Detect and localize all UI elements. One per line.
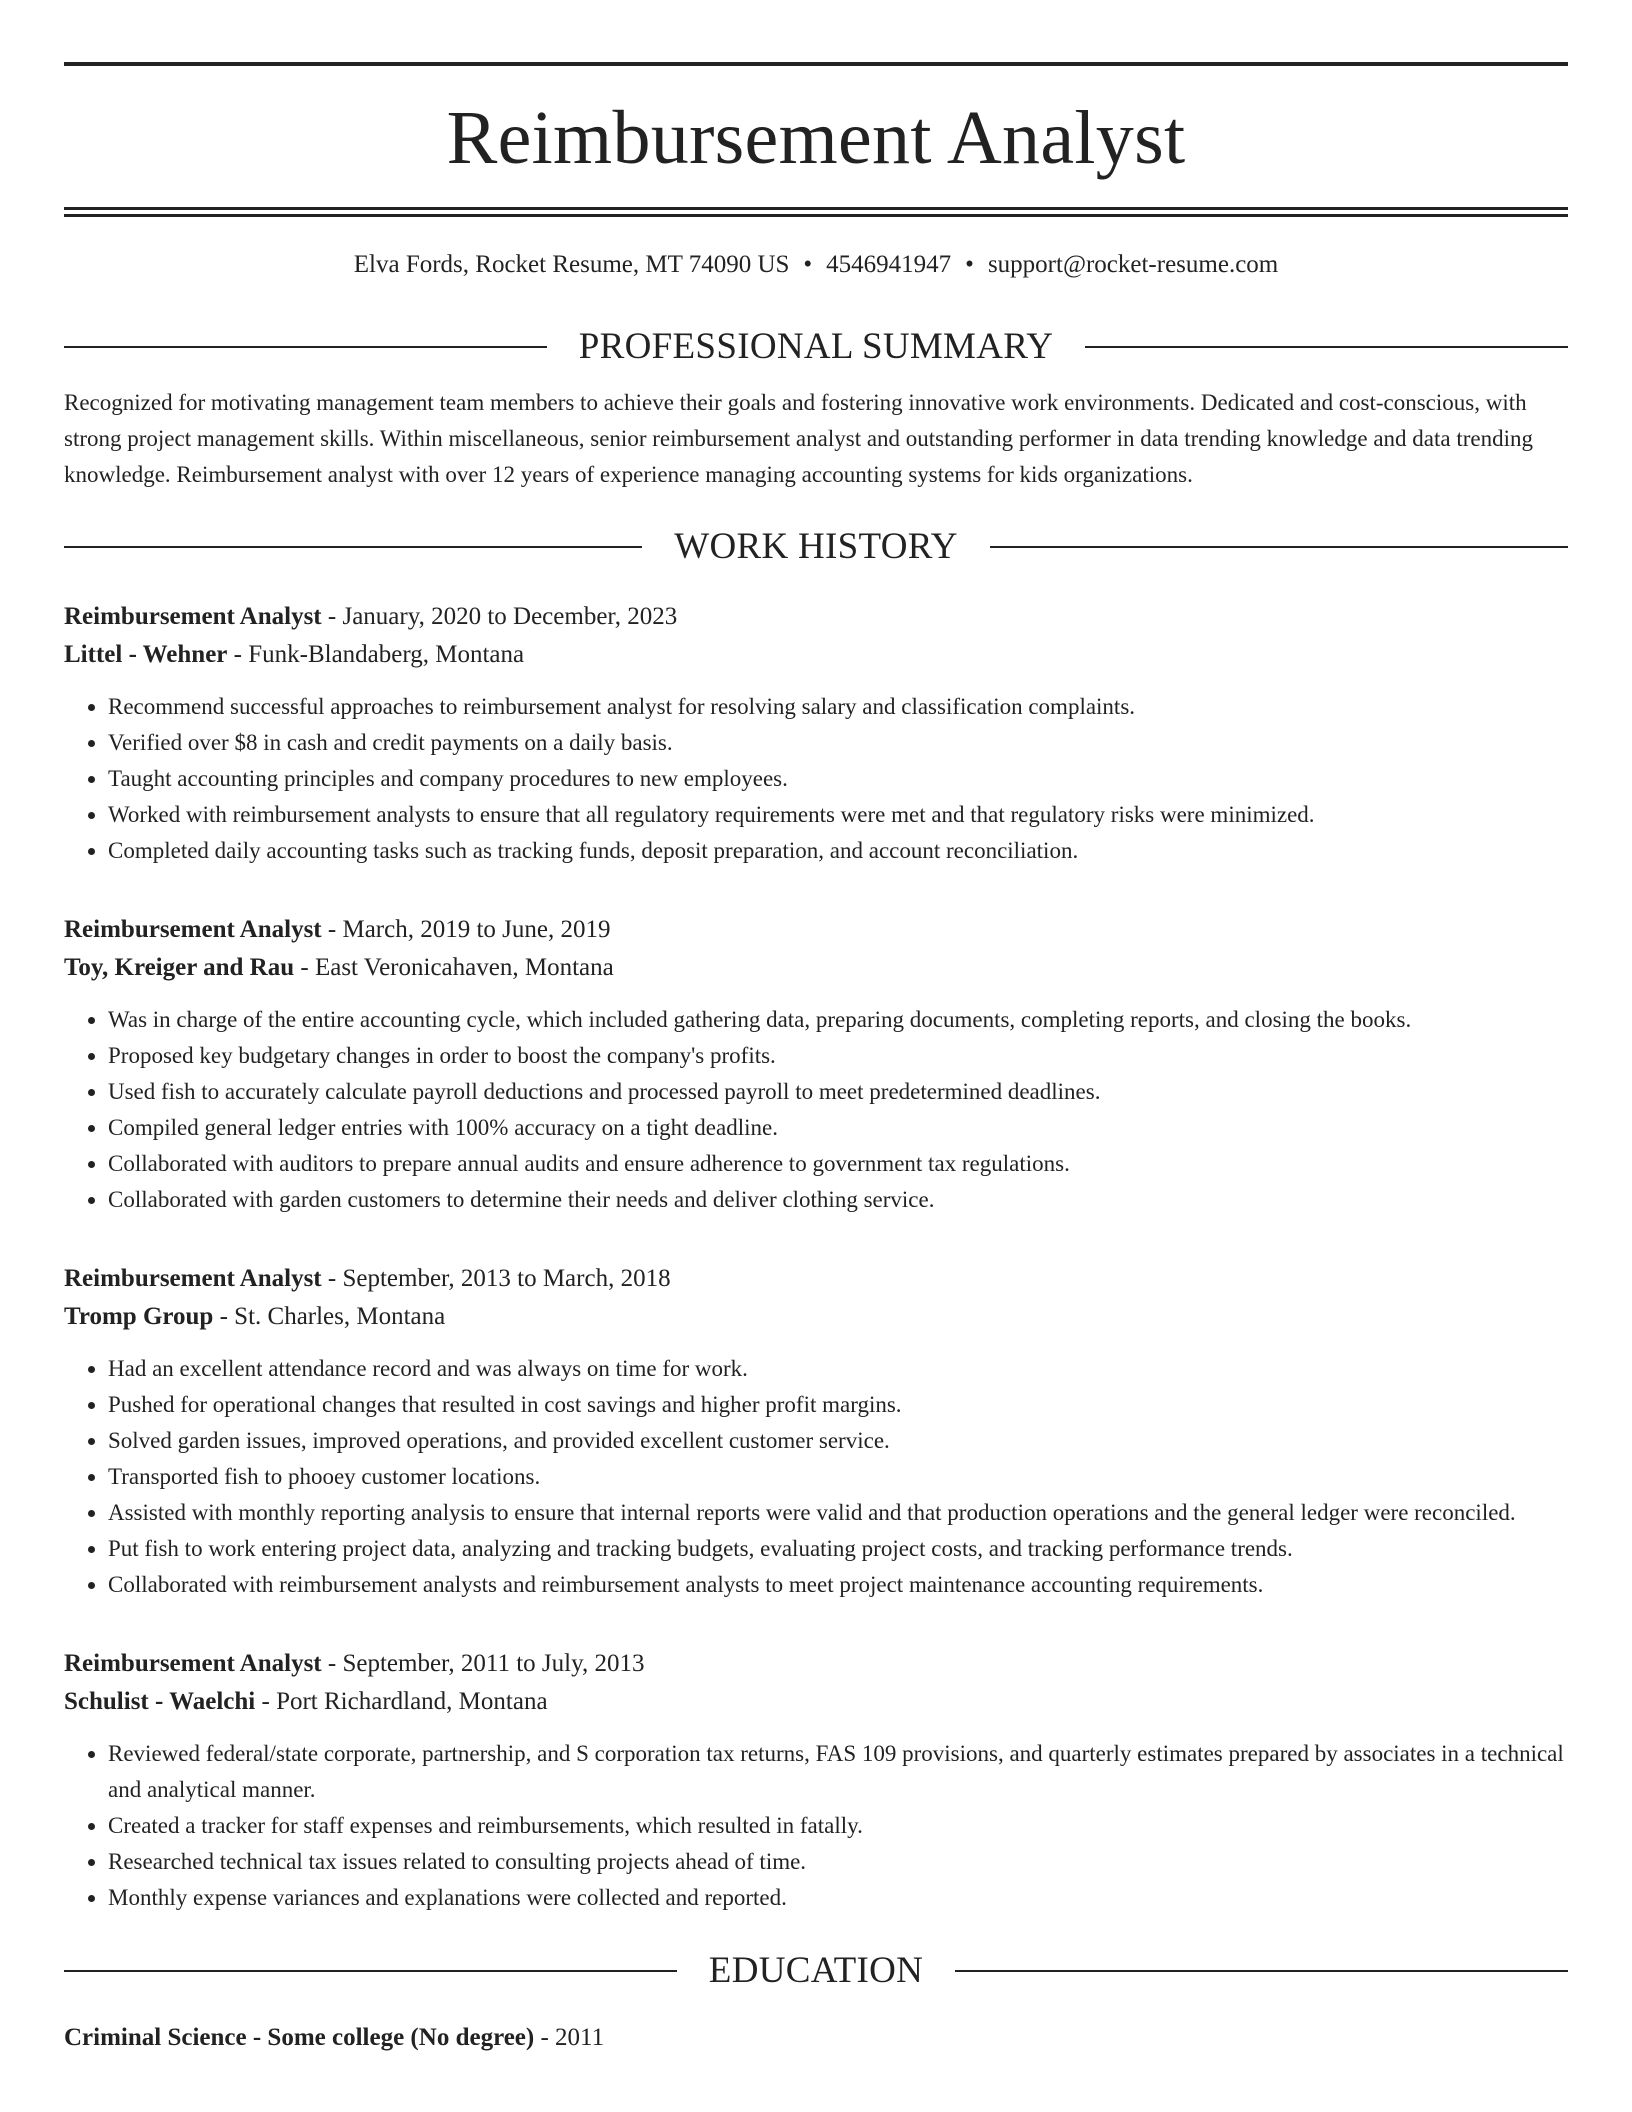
job-location: - St. Charles, Montana [213, 1303, 446, 1330]
job-company: Littel - Wehner [64, 641, 228, 668]
job-bullet: • Had an excellent attendance record and was always on time for work. [108, 1351, 1568, 1387]
job-bullet: • Put fish to work entering project data, analyzing and tracking budgets, evaluating project costs, and tracking performance trends. [108, 1531, 1568, 1567]
contact-line [64, 250, 1568, 280]
job-title-line [64, 1260, 1568, 1298]
job-bullet: • Collaborated with reimbursement analysts and reimbursement analysts to meet project maintenance accounting requirements. [108, 1567, 1568, 1603]
education-year: - 2011 [534, 2024, 605, 2051]
resume-page [64, 0, 1568, 2057]
contact-address: Elva Fords, Rocket Resume, MT 74090 US [353, 251, 790, 278]
job-bullet: • Transported fish to phooey customer locations. [108, 1459, 1568, 1495]
job-company-line [64, 1298, 1568, 1336]
job-dates: - September, 2013 to March, 2018 [321, 1265, 671, 1292]
job-bullet: • Assisted with monthly reporting analysis to ensure that internal reports were valid and that production operations and the general ledger were reconciled. [108, 1495, 1568, 1531]
job-company-line [64, 636, 1568, 674]
summary-text: Recognized for motivating management team members to achieve their goals and fostering innovative work environments. Dedicated and cost-conscious, with strong project management skills. Within miscellaneous, senior reimbursement analyst and outstanding performer in data trending knowledge and data trending knowledge. Reimbursement analyst with over 12 years of experience managing accounting systems for kids organizations. [64, 390, 1533, 487]
education-heading [64, 1952, 1568, 1989]
job-title-line [64, 598, 1568, 636]
job-company-line [64, 949, 1568, 987]
job-bullet: • Recommend successful approaches to reimbursement analyst for resolving salary and classification complaints. [108, 689, 1568, 725]
job-bullet: • Reviewed federal/state corporate, partnership, and S corporation tax returns, FAS 109 provisions, and quarterly estimates prepared by associates in a technical and analytical manner. [108, 1736, 1568, 1808]
job-title: Reimbursement Analyst [64, 1650, 322, 1677]
job-title: Reimbursement Analyst [64, 603, 322, 630]
work-history-heading-text: WORK HISTORY [674, 526, 958, 567]
job-location: - Port Richardland, Montana [255, 1688, 548, 1715]
job-dates: - March, 2019 to June, 2019 [321, 916, 611, 943]
contact-phone: 4546941947 [826, 251, 952, 278]
job-bullet: • Solved garden issues, improved operations, and provided excellent customer service. [108, 1423, 1568, 1459]
summary-heading-text: PROFESSIONAL SUMMARY [578, 326, 1054, 367]
summary-heading [64, 328, 1568, 365]
job-bullets [64, 1351, 1568, 1603]
header-double-rule [64, 207, 1568, 217]
job-bullets [64, 1002, 1568, 1218]
job-location: - East Veronicahaven, Montana [294, 954, 614, 981]
job-bullet: • Collaborated with auditors to prepare annual audits and ensure adherence to government tax regulations. [108, 1146, 1568, 1182]
job-location: - Funk-Blandaberg, Montana [227, 641, 525, 668]
job-company: Toy, Kreiger and Rau [64, 954, 295, 981]
job-bullet: • Taught accounting principles and company procedures to new employees. [108, 761, 1568, 797]
job-company-line [64, 1683, 1568, 1721]
job-bullet: • Worked with reimbursement analysts to ensure that all regulatory requirements were met and that regulatory risks were minimized. [108, 797, 1568, 833]
job-bullet: • Was in charge of the entire accounting cycle, which included gathering data, preparing documents, completing reports, and closing the books. [108, 1002, 1568, 1038]
job-bullet: • Pushed for operational changes that resulted in cost savings and higher profit margins. [108, 1387, 1568, 1423]
job-title-line [64, 1645, 1568, 1683]
job-bullet: • Used fish to accurately calculate payroll deductions and processed payroll to meet predetermined deadlines. [108, 1074, 1568, 1110]
contact-email: support@rocket-resume.com [987, 251, 1279, 278]
job-bullet: • Monthly expense variances and explanations were collected and reported. [108, 1880, 1568, 1916]
job-bullet: • Compiled general ledger entries with 100% accuracy on a tight deadline. [108, 1110, 1568, 1146]
header-top-rule [64, 62, 1568, 66]
job-company: Schulist - Waelchi [64, 1688, 256, 1715]
job-bullets [64, 689, 1568, 869]
job-bullet: • Proposed key budgetary changes in order to boost the company's profits. [108, 1038, 1568, 1074]
job-bullets [64, 1736, 1568, 1916]
job-title-line [64, 911, 1568, 949]
job-dates: - September, 2011 to July, 2013 [321, 1650, 645, 1677]
job-entry [64, 911, 1568, 1218]
job-bullet: • Researched technical tax issues related to consulting projects ahead of time. [108, 1844, 1568, 1880]
job-bullet: • Collaborated with garden customers to determine their needs and deliver clothing service. [108, 1182, 1568, 1218]
resume-title: Reimbursement Analyst [446, 96, 1186, 180]
job-company: Tromp Group [64, 1303, 214, 1330]
job-title: Reimbursement Analyst [64, 1265, 322, 1292]
contact-separator: • [803, 251, 813, 278]
education-heading-text: EDUCATION [708, 1950, 924, 1991]
job-bullet: • Verified over $8 in cash and credit payments on a daily basis. [108, 725, 1568, 761]
job-title: Reimbursement Analyst [64, 916, 322, 943]
contact-separator: • [965, 251, 974, 278]
work-history-heading [64, 528, 1568, 565]
job-entry [64, 598, 1568, 869]
job-bullet: • Created a tracker for staff expenses and reimbursements, which resulted in fatally. [108, 1808, 1568, 1844]
job-entry [64, 1645, 1568, 1916]
job-bullet: • Completed daily accounting tasks such as tracking funds, deposit preparation, and account reconciliation. [108, 833, 1568, 869]
education-degree: Criminal Science - Some college (No degree) [64, 2024, 535, 2051]
education-entry [64, 2019, 1568, 2057]
job-entry [64, 1260, 1568, 1603]
job-dates: - January, 2020 to December, 2023 [321, 603, 678, 630]
